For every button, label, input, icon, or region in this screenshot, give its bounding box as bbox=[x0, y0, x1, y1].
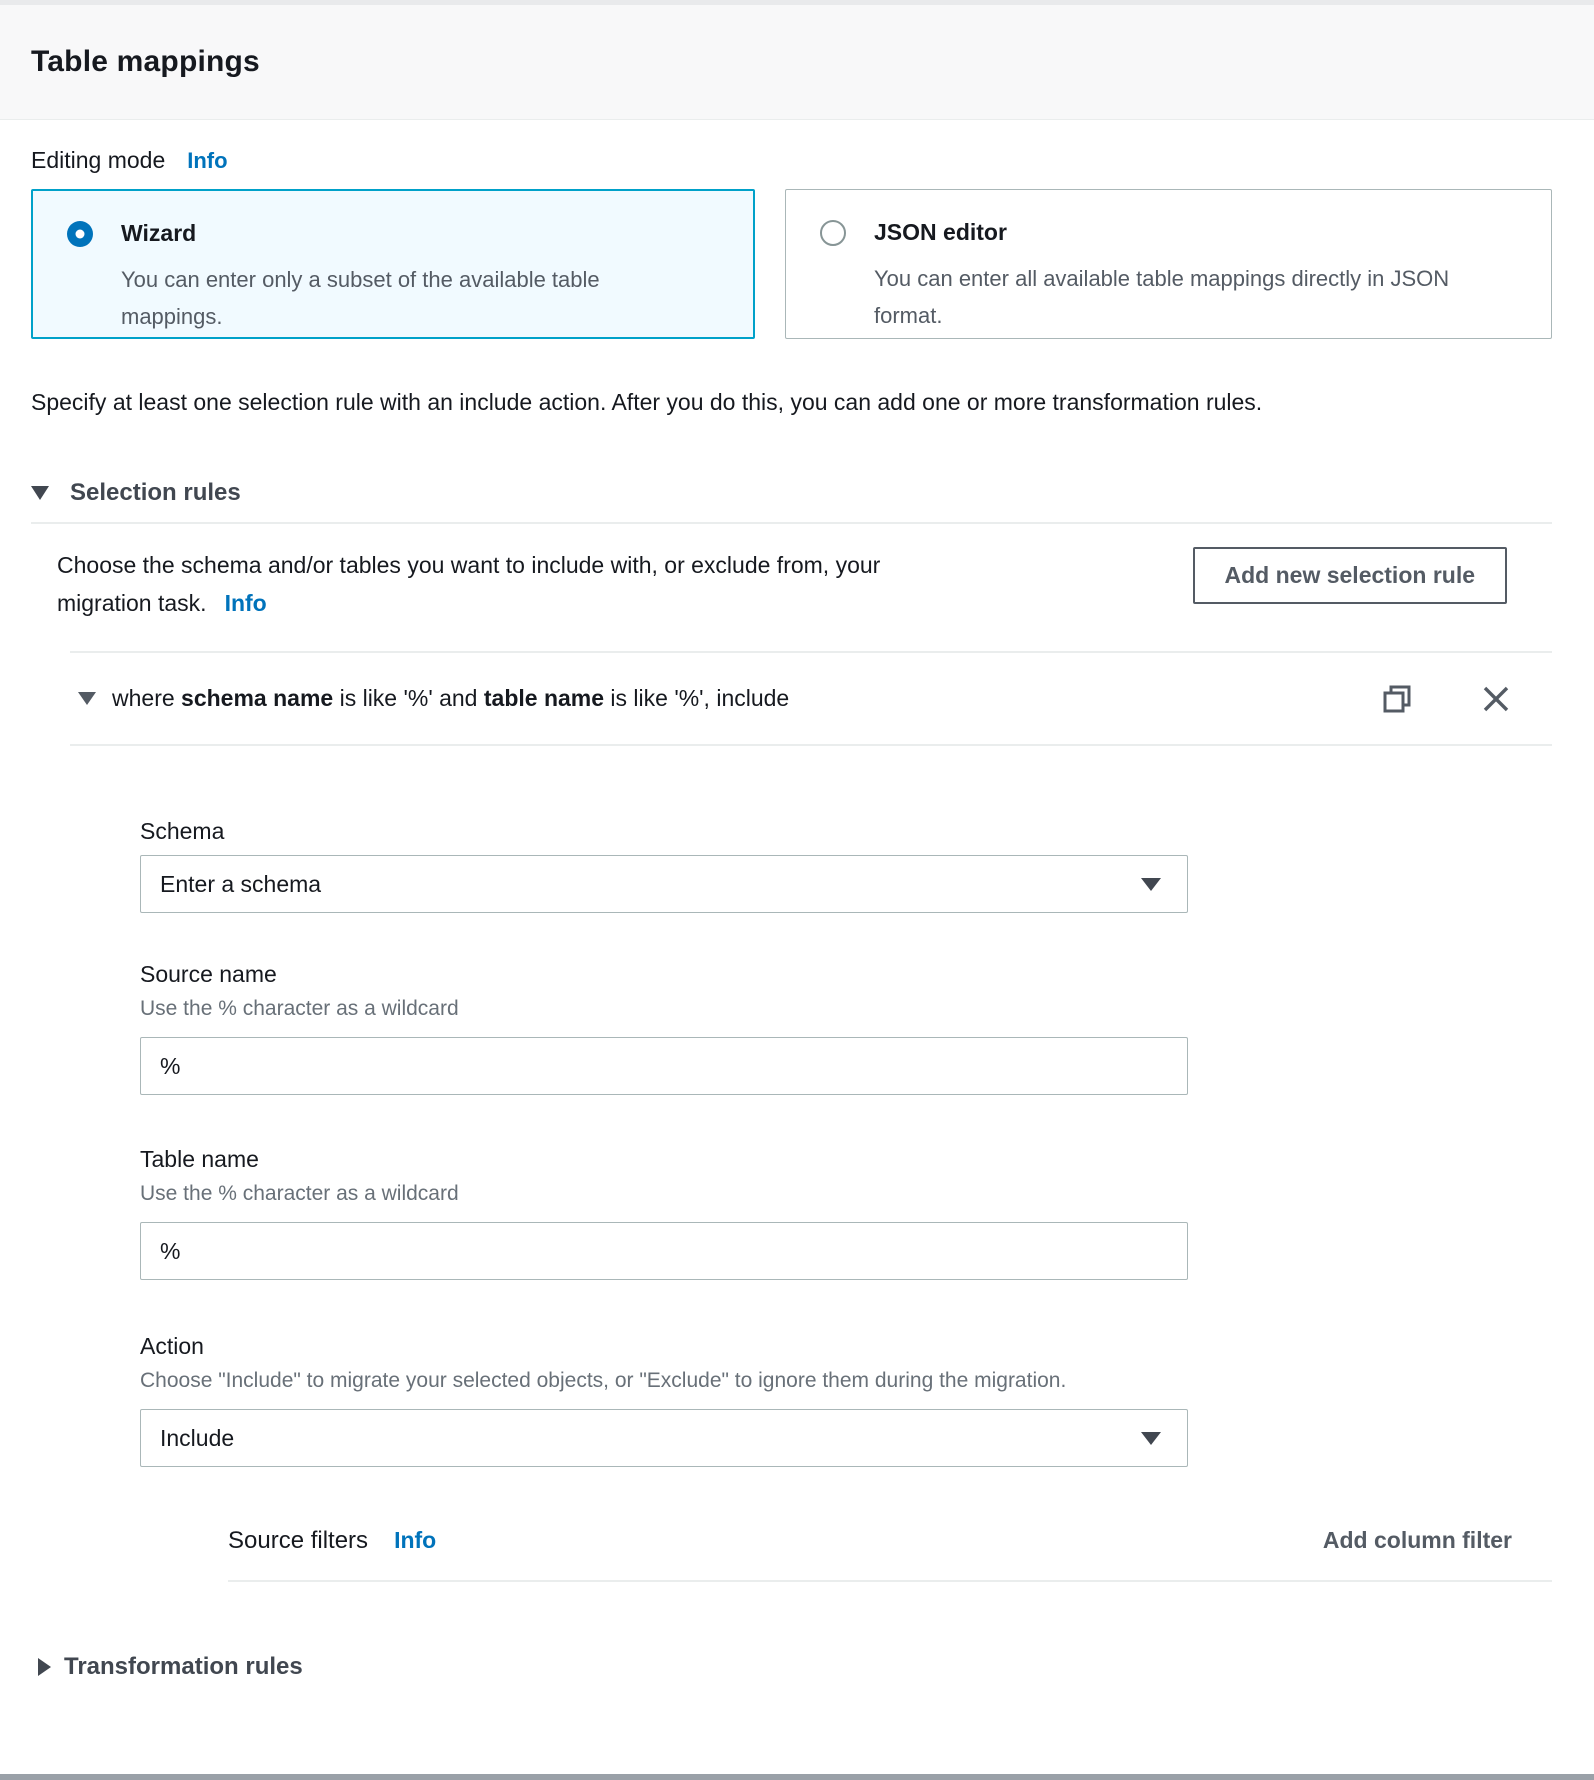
editing-mode-label: Editing mode bbox=[31, 147, 166, 173]
selection-rules-description: Choose the schema and/or tables you want to include with, or exclude from, your migration task. Info bbox=[57, 552, 881, 616]
add-new-selection-rule-button[interactable]: Add new selection rule bbox=[1193, 547, 1508, 604]
schema-field-label: Schema bbox=[140, 818, 225, 844]
add-column-filter-button[interactable]: Add column filter bbox=[1322, 1527, 1512, 1553]
page-header bbox=[0, 5, 1594, 120]
page-title: Table mappings bbox=[31, 45, 260, 78]
json-editor-option-label: JSON editor bbox=[874, 219, 1007, 245]
transformation-rules-title: Transformation rules bbox=[64, 1653, 303, 1680]
divider bbox=[31, 522, 1552, 524]
wizard-option-label: Wizard bbox=[121, 220, 197, 246]
action-field-label: Action bbox=[140, 1333, 204, 1359]
intro-text: Specify at least one selection rule with an include action. After you do this, you can add one or more transformation rules. bbox=[31, 389, 1263, 415]
chevron-down-icon bbox=[1141, 878, 1161, 891]
action-field-hint: Choose "Include" to migrate your selected objects, or "Exclude" to ignore them during the migration. bbox=[140, 1369, 1067, 1392]
source-name-field-hint: Use the % character as a wildcard bbox=[140, 997, 459, 1020]
table-name-input[interactable] bbox=[140, 1222, 1188, 1280]
json-editor-option-description: You can enter all available table mappings directly in JSON format. bbox=[874, 266, 1450, 328]
table-name-field-label: Table name bbox=[140, 1146, 259, 1172]
selection-rules-toggle[interactable] bbox=[31, 479, 1552, 507]
schema-select[interactable] bbox=[140, 855, 1188, 913]
editing-mode-options bbox=[31, 189, 1552, 339]
source-filters-row bbox=[228, 1527, 1552, 1555]
editing-mode-info-link[interactable]: Info bbox=[187, 148, 228, 173]
source-filters-label: Source filters bbox=[228, 1527, 369, 1554]
source-filters-info-link[interactable]: Info bbox=[394, 1527, 437, 1553]
radio-checked-icon[interactable] bbox=[67, 221, 93, 247]
chevron-down-icon bbox=[1141, 1432, 1161, 1445]
rule-actions bbox=[1380, 682, 1512, 716]
selection-rule-body bbox=[140, 817, 1552, 1467]
selection-rule-header bbox=[78, 653, 1552, 744]
radio-unchecked-icon[interactable] bbox=[820, 220, 846, 246]
divider bbox=[70, 744, 1552, 746]
duplicate-rule-button[interactable] bbox=[1380, 682, 1414, 716]
divider bbox=[228, 1580, 1552, 1582]
schema-select-value: Enter a schema bbox=[160, 870, 322, 897]
selection-rules-title: Selection rules bbox=[70, 479, 241, 506]
selection-rules-info-link[interactable]: Info bbox=[224, 590, 267, 616]
caret-right-icon bbox=[38, 1658, 51, 1676]
source-name-field-label: Source name bbox=[140, 961, 277, 987]
bottom-bar bbox=[0, 1774, 1594, 1780]
close-icon bbox=[1480, 683, 1512, 715]
transformation-rules-toggle[interactable] bbox=[31, 1653, 1552, 1681]
table-name-field-hint: Use the % character as a wildcard bbox=[140, 1182, 459, 1205]
action-select[interactable] bbox=[140, 1409, 1188, 1467]
table-mappings-panel bbox=[0, 147, 1594, 1681]
action-select-value: Include bbox=[160, 1424, 235, 1451]
source-name-input[interactable] bbox=[140, 1037, 1188, 1095]
duplicate-icon bbox=[1380, 682, 1414, 716]
rule-caret-down-icon[interactable] bbox=[78, 692, 96, 705]
editing-mode-option-json-editor[interactable] bbox=[785, 189, 1552, 339]
wizard-option-description: You can enter only a subset of the available table mappings. bbox=[121, 267, 600, 329]
editing-mode-row bbox=[31, 147, 1552, 174]
caret-down-icon bbox=[31, 486, 49, 500]
rule-summary: where schema name is like '%' and table name is like '%', include bbox=[112, 685, 790, 711]
selection-rules-intro-row bbox=[57, 546, 1552, 622]
remove-rule-button[interactable] bbox=[1480, 683, 1512, 715]
editing-mode-option-wizard[interactable] bbox=[31, 189, 755, 339]
